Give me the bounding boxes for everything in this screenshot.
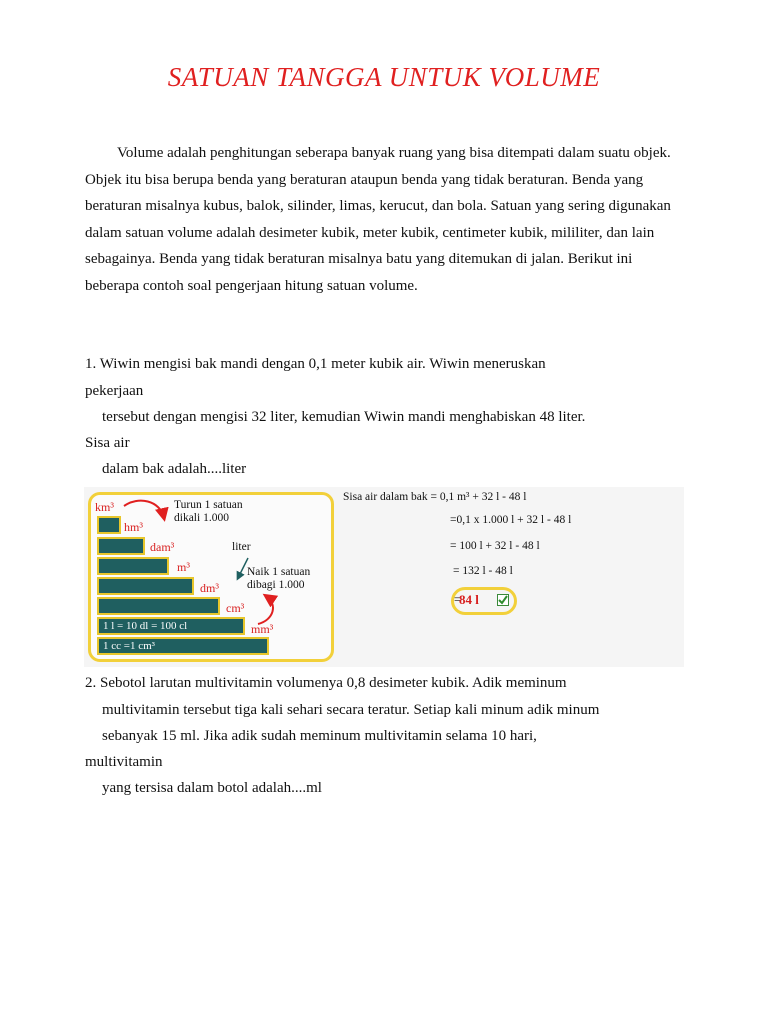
turun-note-line2: dikali 1.000 [174,512,229,524]
turun-note-line1: Turun 1 satuan [174,499,243,511]
problem1-line1: 1. Wiwin mengisi bak mandi dengan 0,1 meter kubik air. Wiwin meneruskan [85,356,546,372]
problem2-line4: multivitamin [85,754,163,770]
bar-liter-label: 1 l = 10 dl = 100 cl [103,620,188,632]
calc-line-2: =0,1 x 1.000 l + 32 l - 48 l [450,514,572,526]
intro-paragraph [85,140,685,299]
naik-note-line2: dibagi 1.000 [247,579,305,591]
naik-arrow-icon [258,596,273,624]
naik-note-line1: Naik 1 satuan [247,566,311,578]
calc-line-4: = 132 l - 48 l [453,565,513,577]
problem1-line5: dalam bak adalah....liter [102,461,247,477]
checkmark-icon [497,594,509,606]
problem2-line1: 2. Sebotol larutan multivitamin volumenya 0,8 desimeter kubik. Adik meminum [85,675,567,691]
turun-arrow-icon [124,501,164,518]
calc-line-1: Sisa air dalam bak = 0,1 m³ + 32 l - 48 l [343,491,527,503]
problem2-line2: multivitamin tersebut tiga kali sehari secara teratur. Setiap kali minum adik minum [102,702,600,718]
unit-dm3: dm³ [200,581,219,595]
unit-km3: km³ [95,500,114,514]
calc-line-3: = 100 l + 32 l - 48 l [450,540,540,552]
unit-dam3: dam³ [150,540,175,554]
unit-m3: m³ [177,560,190,574]
unit-hm3: hm³ [124,520,143,534]
answer-value: 84 l [459,592,479,607]
problem1-line2: pekerjaan [85,383,144,399]
unit-mm3: mm³ [251,622,274,636]
calc-line-5: = [454,594,461,606]
liter-label: liter [232,541,251,553]
problem1-line4: Sisa air [85,435,130,451]
bar-cc-label: 1 cc =1 cm³ [103,640,155,652]
problem2-line5: yang tersisa dalam botol adalah....ml [102,780,322,796]
problem1-line3: tersebut dengan mengisi 32 liter, kemudian Wiwin mandi menghabiskan 48 liter. [102,409,586,425]
page-title: SATUAN TANGGA UNTUK VOLUME [167,62,601,92]
intro-text: Volume adalah penghitungan seberapa banyak ruang yang bisa ditempati dalam suatu objek. Objek itu bisa berupa benda yang beraturan ataupun benda yang tidak beraturan. Benda yang beraturan misalnya kubus, balok, silinder, limas, kerucut, dan bola. Satuan yang sering digunakan dalam satuan volume adalah desimeter kubik, meter kubik, centimeter kubik, mililiter, dan lain sebagainya. Benda yang tidak beraturan misalnya batu yang ditemukan di jalan. Berikut ini beberapa contoh soal pengerjaan hitung satuan volume. [85,145,671,294]
problem2-line3: sebanyak 15 ml. Jika adik sudah meminum multivitamin selama 10 hari, [102,728,537,744]
unit-cm3: cm³ [226,601,245,615]
